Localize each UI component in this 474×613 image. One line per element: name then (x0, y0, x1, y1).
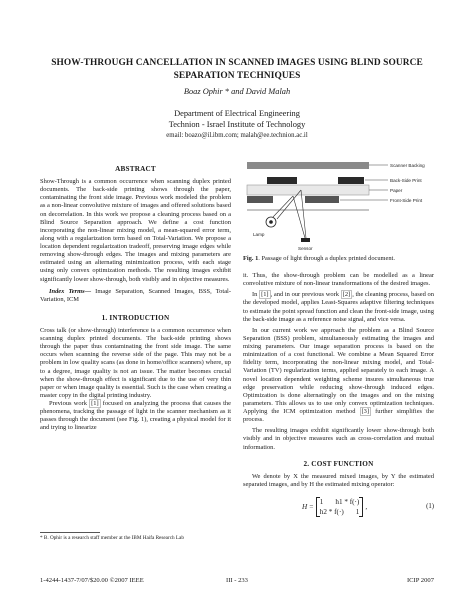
label-sensor: Sensor (298, 246, 313, 251)
title-line-2: SEPARATION TECHNIQUES (173, 70, 301, 81)
right-para-4-b: further simplifies the process. (243, 408, 434, 424)
figure-caption-label: Fig. 1 (243, 255, 259, 262)
paper-layer (247, 185, 369, 195)
index-terms (40, 288, 231, 304)
figure-caption (243, 255, 434, 263)
figure-diagram (243, 160, 434, 255)
footnote-rule (40, 532, 100, 533)
abstract-text: Show-Through is a common occurrence when scanning duplex printed documents. The back-side printing shows through the paper, contaminating the front side image. Previous work modeled the problem as a non-linear convolutive mixture of images and offered solutions based on decorrelation. In this work we propose a cleaning process based on a Blind Source Separation approach. We define a cost function incorporating the non-linear mixing model, a mean-squared error term, along with a regularization term based on Total-Variation. We propose a location dependent regularization tradeoff, preserving image edges while removing show-through edges. The images and mixing parameters are estimated using an alternating minimization process, with each stage using only convex optimization methods. The resulting images exhibit significantly lower show-through, both visibly and in objective measures. (40, 178, 231, 283)
footnote: * B. Ophir is a research staff member at the IBM Haifa Research Lab (40, 535, 184, 541)
title-line-1: SHOW-THROUGH CANCELLATION IN SCANNED IMAGES USING BLIND SOURCE (51, 58, 423, 68)
right-para-3-b: , and in our previous work (270, 291, 341, 299)
matrix-cell: 1 (319, 497, 324, 506)
cost-function-heading: 2. COST FUNCTION (303, 459, 374, 468)
matrix-cell: h1 * f(·) (335, 497, 360, 506)
authors: Boaz Ophir * and David Malah (183, 87, 291, 96)
right-para-3 (243, 291, 434, 324)
affil-email: email: boazo@il.ibm.com; malah@ee.technion.ac.il (166, 132, 308, 139)
label-front-side-print: Front-Side Print (390, 198, 423, 203)
footer-conference: ICIP 2007 (406, 577, 434, 584)
cost-function-para: We denote by X the measured mixed images, by Y the estimated separated images, and by H the estimated mixing operator: (243, 472, 434, 488)
label-paper: Paper (390, 188, 403, 193)
figure-caption-text: . Passage of light through a duplex printed document. (258, 255, 395, 262)
light-ray (273, 196, 293, 217)
right-para-continued: it. Thus, the show-through problem can be modelled as a linear convolutive mixture of non-linear transformations of the desired images. (243, 272, 434, 288)
index-terms-text: Image Separation, Scanned Images, BSS, Total-Variation, ICM (40, 287, 231, 303)
equation-body (243, 497, 426, 517)
citation-link-3[interactable]: [3] (361, 408, 370, 415)
intro-para-2 (40, 400, 231, 433)
equation-trail: , (365, 502, 368, 511)
affiliation (40, 109, 434, 141)
right-para-5: The resulting images exhibit significantly lower show-through both visibly and in objective measures such as cross-correlation and mutual information. (243, 427, 434, 451)
back-side-print-block (338, 177, 364, 184)
footer-isbn: 1-4244-1437-7/07/$20.00 ©2007 IEEE (40, 577, 144, 584)
citation-link-1b[interactable]: [1] (261, 291, 269, 299)
lamp-filament-icon (269, 220, 273, 224)
matrix-cell: 1 (355, 507, 360, 516)
left-column (40, 165, 231, 433)
citation-link-1[interactable]: [1] (91, 400, 99, 407)
matrix-row-1 (320, 497, 360, 507)
back-side-print-block (267, 177, 297, 184)
scanner-backing-bar (247, 162, 369, 169)
affil-department: Department of Electrical Engineering (174, 109, 300, 118)
footer-page-number: III - 233 (226, 577, 248, 584)
paper-title (40, 57, 434, 82)
matrix-row-2 (320, 507, 360, 517)
equation-number: (1) (426, 502, 434, 510)
front-side-print-block (305, 196, 339, 203)
intro-heading: 1. INTRODUCTION (101, 313, 170, 322)
intro-para-2-b: focused on analyzing the process that causes the phenomena, tracking the passage of light in the scanner mechanism as it passes through the document (see Fig. 1), creating a physical model for it and trying to linearize (40, 400, 231, 432)
intro-para-1: Cross talk (or show-through) interference is a common occurrence when scanning duplex printed documents. The back-side printing shows through the paper thus contaminating the front side image. The same occurs when scanning the reverse side of the page. This may not be a problem in low quality scans (as done in home/office scanners) where, up to a degree, image quality is not an issue. The matter becomes crucial when the show-through effect is significant due to the use of very thin paper or when image quality is essential. Such is the case when creating a master copy in the digital printing industry. (40, 326, 231, 399)
front-side-print-block (247, 196, 273, 203)
equation-1 (243, 493, 434, 521)
right-para-4 (243, 327, 434, 425)
equation-matrix (316, 497, 364, 517)
matrix-cell: h2 * f(·) (319, 507, 344, 516)
intro-para-2-a: Previous work (49, 400, 90, 407)
right-para-4-a: In our current work we approach the problem as a Blind Source Separation (BSS) problem, simultaneously estimating the images and mixing parameters. Our image separation process is based on the minimization of a cost functional. We combine a Mean Squared Error fidelity term, incorporating the non-linear mixing model, and Total-Variation (TV) regularization terms, applied separately to each image. A novel location dependent weighting scheme insures simultaneous true edge preservation while reducing show-through induced edges. Optimization is done alternatingly on the images and on the mixing parameters. This allows us to use only convex optimization techniques. Applying the ICM optimization method (243, 326, 434, 415)
right-para-3-c: , the cleaning process, based on the developed model, applies Least-Squares adaptive filtering techniques to estimate the point spread function and clean the front-side image, using the back-side image as a reference noise signal, and vice versa. (243, 291, 434, 323)
affil-institution: Technion - Israel Institute of Technology (168, 119, 306, 129)
label-scanner-backing: Scanner Backing (390, 163, 425, 168)
right-para-3-a: In (252, 291, 260, 299)
index-terms-label: Index Terms— (49, 287, 92, 295)
citation-link-2[interactable]: [2] (342, 291, 351, 299)
right-column (243, 272, 434, 521)
figure-1 (243, 160, 434, 255)
equation-lhs: H = (301, 502, 314, 511)
abstract-heading: ABSTRACT (115, 165, 156, 173)
label-lamp: Lamp (253, 232, 265, 237)
sensor-icon (301, 238, 310, 242)
label-back-side-print: Back-Side Print (390, 178, 422, 183)
light-ray (293, 196, 305, 238)
